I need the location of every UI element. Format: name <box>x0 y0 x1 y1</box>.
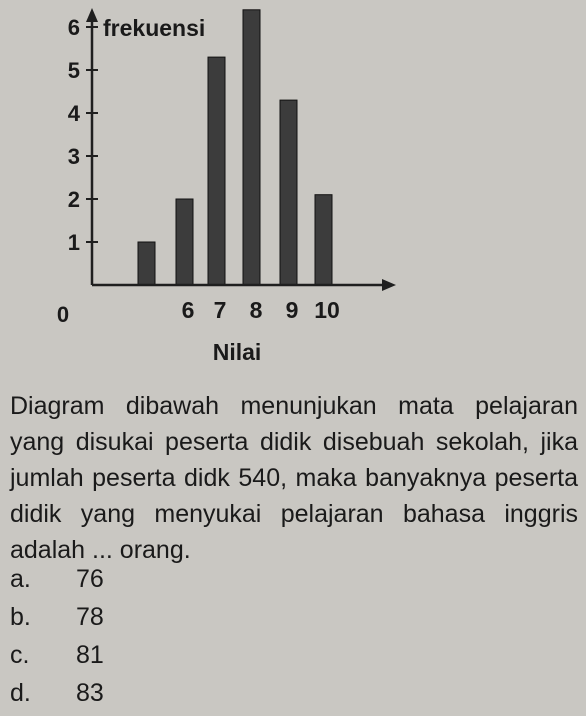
y-tick-label: 1 <box>67 230 80 255</box>
option-value: 78 <box>76 603 104 631</box>
option-letter: b. <box>10 603 31 631</box>
bar <box>280 100 297 285</box>
y-tick-label: 6 <box>67 15 80 40</box>
x-tick-label: 9 <box>285 297 299 323</box>
question <box>10 388 578 568</box>
option-a[interactable] <box>10 560 104 598</box>
option-value: 81 <box>76 641 104 669</box>
y-tick-label: 4 <box>67 101 80 126</box>
option-letter: d. <box>10 679 31 707</box>
bar <box>243 10 260 285</box>
y-tick-label: 2 <box>67 187 80 212</box>
answer-options <box>10 560 104 712</box>
x-tick-label: 8 <box>249 297 263 323</box>
question-text: Diagram dibawah menunjukan mata pelajaran yang disukai peserta didik disebuah sekolah, jika jumlah peserta didk 540, maka banyaknya peserta didik yang menyukai pelajaran bahasa inggris adalah ... orang. <box>10 392 578 564</box>
bar <box>138 242 155 285</box>
option-c[interactable] <box>10 636 104 674</box>
option-value: 76 <box>76 565 104 593</box>
bar <box>208 57 225 285</box>
y-axis-arrow <box>86 8 98 22</box>
y-axis-label: frekuensi <box>103 15 206 41</box>
x-axis-arrow <box>382 279 396 291</box>
option-letter: a. <box>10 565 31 593</box>
y-tick-label: 3 <box>67 144 80 169</box>
x-axis-label: Nilai <box>212 339 262 365</box>
option-letter: c. <box>10 641 30 669</box>
y-tick-label: 5 <box>67 58 80 83</box>
x-origin-label: 0 <box>56 302 70 327</box>
x-tick-label: 6 <box>181 297 195 323</box>
x-tick-label: 10 <box>314 297 340 323</box>
bar <box>315 195 332 285</box>
bar <box>176 199 193 285</box>
option-b[interactable] <box>10 598 104 636</box>
x-tick-label: 7 <box>213 297 227 323</box>
option-d[interactable] <box>10 674 104 712</box>
option-value: 83 <box>76 679 104 707</box>
